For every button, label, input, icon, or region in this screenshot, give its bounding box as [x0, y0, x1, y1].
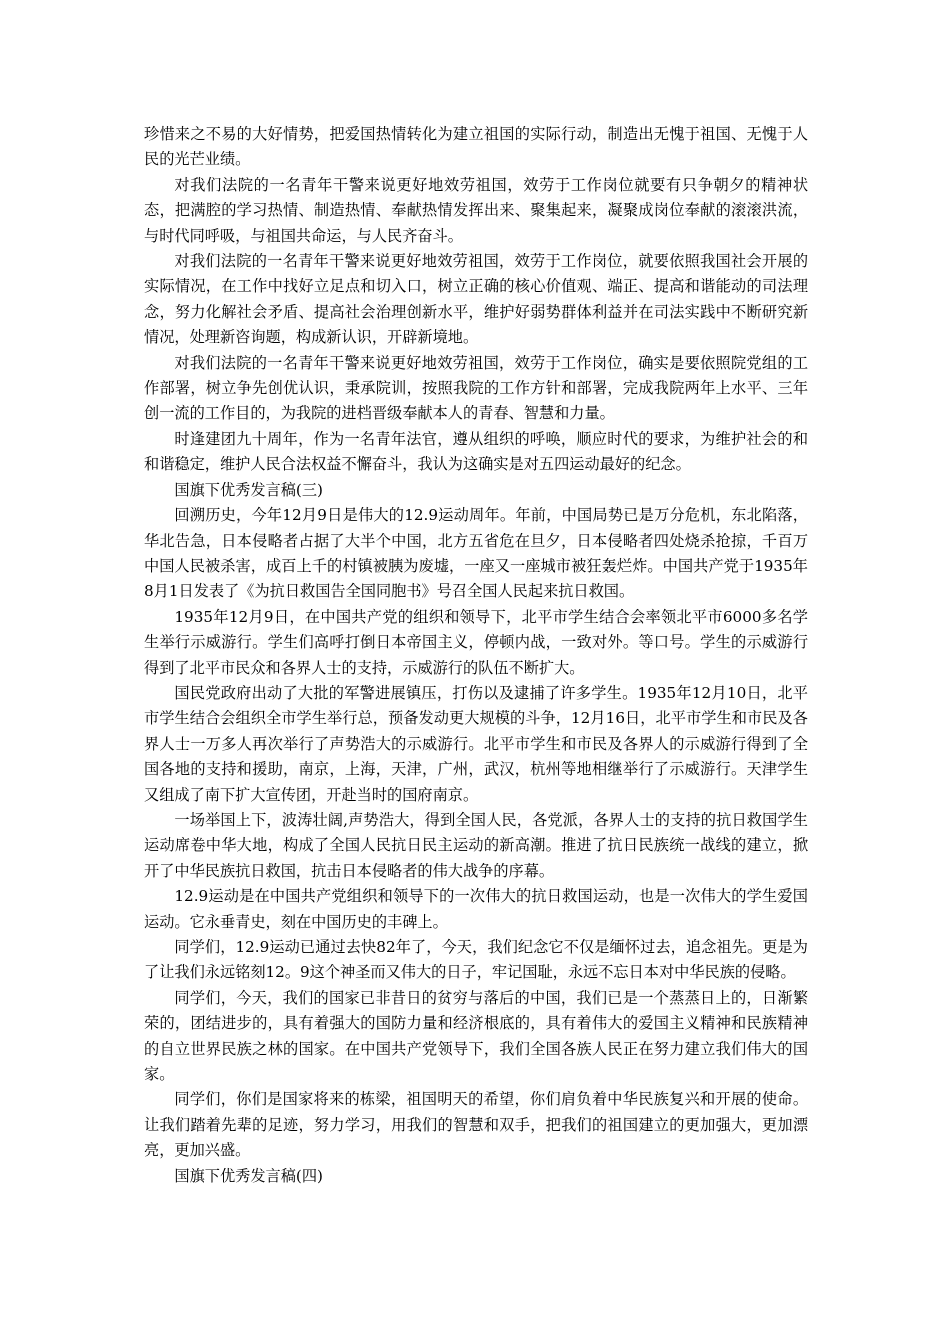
paragraph-6: 回溯历史，今年12月9日是伟大的12.9运动周年。年前，中国局势已是万分危机，东北陷落，华北告急，日本侵略者占据了大半个中国，北方五省危在旦夕，日本侵略者四处烧杀抢掠，千百万中国人民被杀害，成百上千的村镇被胰为废墟，一座又一座城市被狂轰烂炸。中国共产党于1935年8月1日发表了《为抗日救国告全国同胞书》号召全国人民起来抗日救国。 — [144, 506, 808, 601]
paragraph-1: 珍惜来之不易的大好情势，把爱国热情转化为建立祖国的实际行动，制造出无愧于祖国、无愧于人民的光芒业绩。 — [144, 125, 808, 169]
section-heading-4: 国旗下优秀发言稿(四) — [174, 1166, 323, 1185]
paragraph-3: 对我们法院的一名青年干警来说更好地效劳祖国，效劳于工作岗位，就要依照我国社会开展的实际情况，在工作中找好立足点和切入口，树立正确的核心价值观、端正、提高和谐能动的司法理念，努力化解社会矛盾、提高社会治理创新水平，维护好弱势群体利益并在司法实践中不断研究新情况，处理新咨询题，构成新认识，开辟新境地。 — [144, 252, 808, 347]
paragraph-13: 同学们，你们是国家将来的栋梁，祖国明天的希望，你们肩负着中华民族复兴和开展的使命。让我们踏着先辈的足迹，努力学习，用我们的智慧和双手，把我们的祖国建立的更加强大，更加漂亮，更加兴盛。 — [144, 1090, 808, 1160]
paragraph-7: 1935年12月9日，在中国共产党的组织和领导下，北平市学生结合会率领北平市6000多名学生举行示威游行。学生们高呼打倒日本帝国主义，停顿内战，一致对外。等口号。学生的示威游行得到了北平市民众和各界人士的支持，示威游行的队伍不断扩大。 — [144, 607, 808, 677]
paragraph-10: 12.9运动是在中国共产党组织和领导下的一次伟大的抗日救国运动，也是一次伟大的学生爱国运动。它永垂青史，刻在中国历史的丰碑上。 — [144, 887, 808, 931]
paragraph-12: 同学们，今天，我们的国家已非昔日的贫穷与落后的中国，我们已是一个蒸蒸日上的，日渐繁荣的，团结进步的，具有着强大的国防力量和经济根底的，具有着伟大的爱国主义精神和民族精神的自立世界民族之林的国家。在中国共产党领导下，我们全国各族人民正在努力建立我们伟大的国家。 — [144, 988, 808, 1084]
paragraph-5: 时逢建团九十周年，作为一名青年法官，遵从组织的呼唤，顺应时代的要求，为维护社会的和和谐稳定，维护人民合法权益不懈奋斗，我认为这确实是对五四运动最好的纪念。 — [144, 429, 808, 474]
document-body — [144, 122, 808, 1189]
section-heading-3: 国旗下优秀发言稿(三) — [174, 480, 323, 499]
paragraph-4: 对我们法院的一名青年干警来说更好地效劳祖国，效劳于工作岗位，确实是要依照院党组的工作部署，树立争先创优认识，秉承院训，按照我院的工作方针和部署，完成我院两年上水平、三年创一流的工作目的，为我院的进档晋级奉献本人的青春、智慧和力量。 — [144, 353, 808, 423]
paragraph-11: 同学们，12.9运动已通过去快82年了，今天，我们纪念它不仅是缅怀过去，追念祖先。更是为了让我们永远铭刻12。9这个神圣而又伟大的日子，牢记国耻，永远不忘日本对中华民族的侵略。 — [144, 938, 808, 982]
paragraph-9: 一场举国上下，波涛壮阔,声势浩大，得到全国人民，各党派，各界人士的支持的抗日救国学生运动席卷中华大地，构成了全国人民抗日民主运动的新高潮。推进了抗日民族统一战线的建立，掀开了中华民族抗日救国，抗击日本侵略者的伟大战争的序幕。 — [144, 810, 808, 880]
paragraph-2: 对我们法院的一名青年干警来说更好地效劳祖国，效劳于工作岗位就要有只争朝夕的精神状态，把满腔的学习热情、制造热情、奉献热情发挥出来、聚集起来，凝聚成岗位奉献的滚滚洪流，与时代同呼吸，与祖国共命运，与人民齐奋斗。 — [144, 175, 808, 245]
paragraph-8: 国民党政府出动了大批的军警进展镇压，打伤以及逮捕了许多学生。1935年12月10日，北平市学生结合会组织全市学生举行总，预备发动更大规模的斗争，12月16日，北平市学生和市民及各界人士一万多人再次举行了声势浩大的示威游行。北平市学生和市民及各界人的示威游行得到了全国各地的支持和援助，南京，上海，天津，广州，武汉，杭州等地相继举行了示威游行。天津学生又组成了南下扩大宣传团，开赴当时的国府南京。 — [144, 683, 808, 804]
